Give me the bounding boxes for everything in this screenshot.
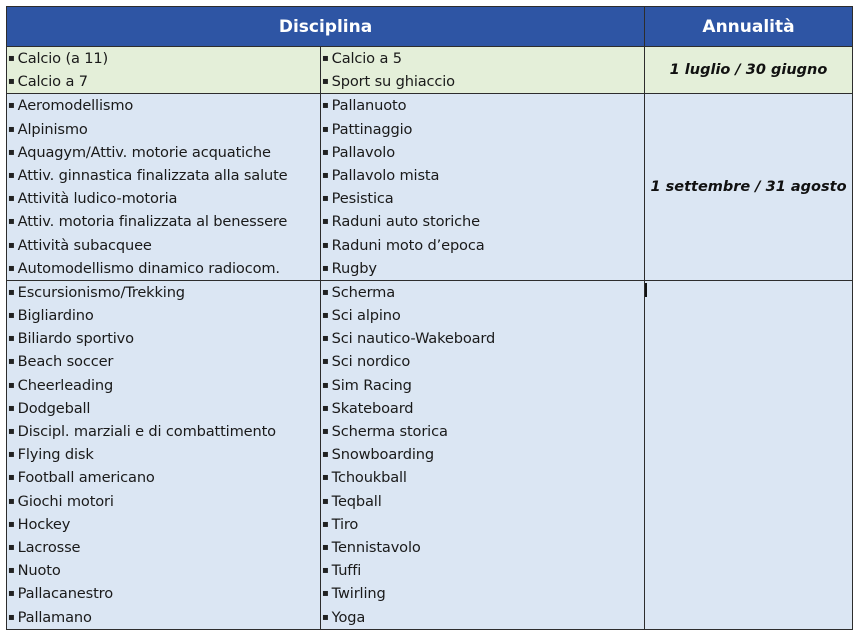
discipline-item: ▪ Raduni moto d’epoca	[322, 234, 644, 257]
disciplines-table	[6, 6, 853, 630]
group-1-col-2	[321, 47, 645, 94]
group-1-period: 1 luglio / 30 giugno	[645, 47, 853, 94]
discipline-item: ▪ Raduni auto storiche	[322, 210, 644, 233]
discipline-item: ▪ Aeromodellismo	[8, 94, 320, 117]
discipline-item: ▪ Calcio a 5	[322, 47, 644, 70]
discipline-item: ▪ Tiro	[322, 513, 644, 536]
discipline-item: ▪ Tuffi	[322, 559, 644, 582]
discipline-item: ▪ Attiv. ginnastica finalizzata alla salute	[8, 164, 320, 187]
discipline-item: ▪ Escursionismo/Trekking	[8, 281, 320, 304]
discipline-item: ▪ Flying disk	[8, 443, 320, 466]
discipline-item: ▪ Aquagym/Attiv. motorie acquatiche	[8, 141, 320, 164]
group-1-col-1	[7, 47, 321, 94]
discipline-item: ▪ Teqball	[322, 490, 644, 513]
discipline-item: ▪ Pattinaggio	[322, 118, 644, 141]
discipline-item: ▪ Hockey	[8, 513, 320, 536]
discipline-item: ▪ Sci nordico	[322, 350, 644, 373]
discipline-item: ▪ Sport su ghiaccio	[322, 70, 644, 93]
group-2-col-2	[321, 94, 645, 281]
group-3-period[interactable]	[645, 280, 853, 629]
group-2-period: 1 settembre / 31 agosto	[645, 94, 853, 281]
discipline-item: ▪ Nuoto	[8, 559, 320, 582]
discipline-item: ▪ Snowboarding	[322, 443, 644, 466]
discipline-item: ▪ Sim Racing	[322, 374, 644, 397]
discipline-item: ▪ Attiv. motoria finalizzata al benessere	[8, 210, 320, 233]
group-2-col-1	[7, 94, 321, 281]
discipline-item: ▪ Football americano	[8, 466, 320, 489]
discipline-item: ▪ Beach soccer	[8, 350, 320, 373]
group-row-2	[7, 94, 853, 281]
discipline-item: ▪ Pallacanestro	[8, 582, 320, 605]
group-3-col-1	[7, 280, 321, 629]
discipline-item: ▪ Discipl. marziali e di combattimento	[8, 420, 320, 443]
discipline-item: ▪ Attività subacquee	[8, 234, 320, 257]
discipline-item: ▪ Pallamano	[8, 606, 320, 629]
discipline-item: ▪ Skateboard	[322, 397, 644, 420]
discipline-item: ▪ Tchoukball	[322, 466, 644, 489]
discipline-item: ▪ Attività ludico-motoria	[8, 187, 320, 210]
discipline-item: ▪ Pallavolo mista	[322, 164, 644, 187]
discipline-item: ▪ Pallanuoto	[322, 94, 644, 117]
header-annualita: Annualità	[645, 7, 853, 47]
group-row-3	[7, 280, 853, 629]
discipline-item: ▪ Lacrosse	[8, 536, 320, 559]
group-row-1	[7, 47, 853, 94]
discipline-item: ▪ Sci nautico-Wakeboard	[322, 327, 644, 350]
discipline-item: ▪ Automodellismo dinamico radiocom.	[8, 257, 320, 280]
discipline-item: ▪ Biliardo sportivo	[8, 327, 320, 350]
discipline-item: ▪ Twirling	[322, 582, 644, 605]
discipline-item: ▪ Bigliardino	[8, 304, 320, 327]
discipline-item: ▪ Scherma	[322, 281, 644, 304]
discipline-item: ▪ Pesistica	[322, 187, 644, 210]
discipline-item: ▪ Calcio a 7	[8, 70, 320, 93]
discipline-item: ▪ Sci alpino	[322, 304, 644, 327]
discipline-item: ▪ Rugby	[322, 257, 644, 280]
text-cursor	[645, 283, 647, 297]
discipline-item: ▪ Alpinismo	[8, 118, 320, 141]
sports-table-wrapper	[6, 6, 853, 630]
discipline-item: ▪ Giochi motori	[8, 490, 320, 513]
header-disciplina: Disciplina	[7, 7, 645, 47]
discipline-item: ▪ Scherma storica	[322, 420, 644, 443]
header-row	[7, 7, 853, 47]
discipline-item: ▪ Pallavolo	[322, 141, 644, 164]
discipline-item: ▪ Dodgeball	[8, 397, 320, 420]
discipline-item: ▪ Calcio (a 11)	[8, 47, 320, 70]
discipline-item: ▪ Tennistavolo	[322, 536, 644, 559]
group-3-col-2	[321, 280, 645, 629]
discipline-item: ▪ Yoga	[322, 606, 644, 629]
discipline-item: ▪ Cheerleading	[8, 374, 320, 397]
